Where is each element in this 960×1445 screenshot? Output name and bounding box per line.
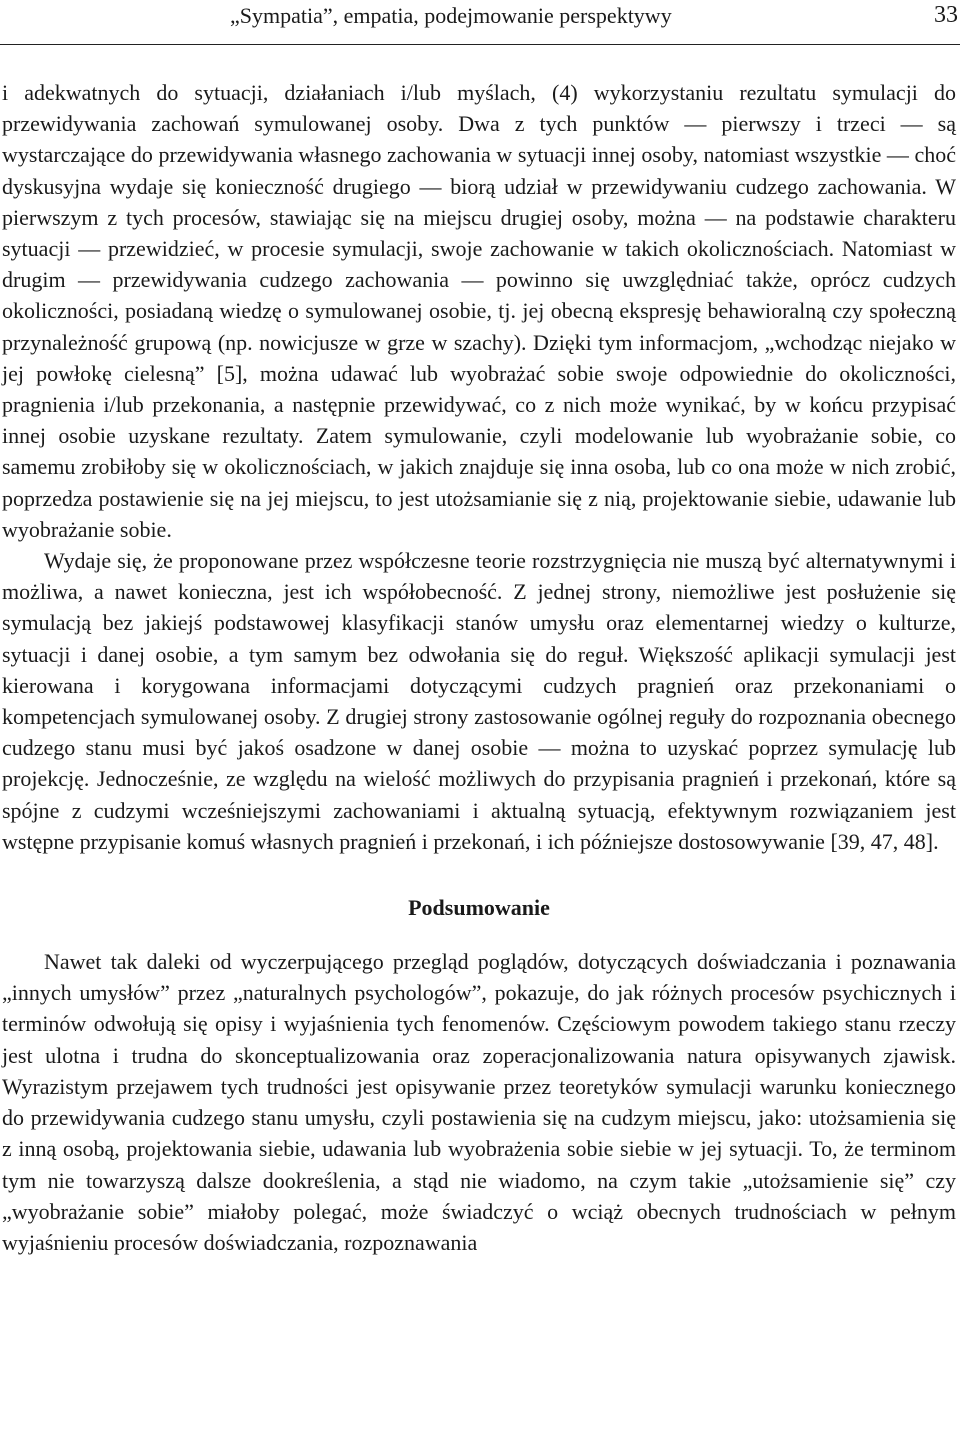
running-title: „Sympatia”, empatia, podejmowanie perspektywy [230, 3, 672, 28]
section-paragraph: Nawet tak daleki od wyczerpującego przegląd poglądów, dotyczących doświadczania i poznawania „innych umysłów” przez „naturalnych psychologów”, pokazuje, do jak różnych procesów psychicznych i terminów odwołują się opisy i wyjaśnienia tych fenomenów. Częściowym powodem takiego stanu rzeczy jest ulotna i trudna do skonceptualizowania oraz zoperacjonalizowania natura opisywanych zjawisk. Wyrazistym przejawem tych trudności jest opisywanie przez teoretyków symulacji warunku koniecznego do przewidywania cudzego stanu umysłu, czyli postawienia się na cudzym miejscu, jako: utożsamienia się z inną osobą, projektowania siebie, udawania lub wyobrażenia sobie siebie w jej sytuacji. To, że terminom tym nie towarzyszą dalsze dookreślenia, a stąd nie wiadomo, na czym takie „utożsamienie się” czy „wyobrażanie sobie” miałoby polegać, może świadczyć o wciąż obecnych trudnościach w pełnym wyjaśnieniu procesów doświadczania, rozpoznawania [2, 949, 956, 1255]
paragraph-continued: i adekwatnych do sytuacji, działaniach i/lub myślach, (4) wykorzystaniu rezultatu symulacji do przewidywania zachowań symulowanej osoby. Dwa z tych punktów — pierwszy i trzeci — są wystarczające do przewidywania własnego zachowania w sytuacji innej osoby, natomiast wszystkie — choć dyskusyjna wydaje się konieczność drugiego — biorą udział w przewidywaniu cudzego zachowania. W pierwszym z tych procesów, stawiając się na miejscu drugiej osoby, można — na podstawie charakteru sytuacji — przewidzieć, w procesie symulacji, swoje zachowanie w takich okolicznościach. Natomiast w drugim — przewidywania cudzego zachowania — powinno się uwzględniać także, oprócz cudzych okoliczności, posiadaną wiedzę o symulowanej osobie, tj. jej obecną ekspresję behawioralną czy społeczną przynależność grupową (np. nowicjusze w grze w szachy). Dzięki tym informacjom, „wchodząc niejako w jej powłokę cielesną” [5], można udawać lub wyobrażać sobie swoje odpowiednie do okoliczności, pragnienia i/lub przekonania, a następnie przewidywać, co z nich może wynikać, by w końcu przypisać innej osobie uzyskane rezultaty. Zatem symulowanie, czyli modelowanie lub wyobrażanie sobie, co samemu zrobiłoby się w okolicznościach, w jakich znajduje się inna osoba, lub co ona może w nich zrobić, poprzedza postawienie się na jej miejscu, to jest utożsamianie się z nią, projektowanie siebie, udawanie lub wyobrażanie sobie. [2, 80, 956, 542]
paragraph: Wydaje się, że proponowane przez współczesne teorie rozstrzygnięcia nie muszą być alternatywnymi i możliwa, a nawet konieczna, jest ich współobecność. Z jednej strony, niemożliwe jest posłużenie się symulacją bez jakiejś podstawowej klasyfikacji stanów umysłu oraz elementarnej wiedzy o kulturze, sytuacji i danej osobie, a tym samym bez odwołania się do reguł. Większość aplikacji symulacji jest kierowana i korygowana informacjami dotyczącymi cudzych pragnień oraz przekonaniami o kompetencjach symulowanej osoby. Z drugiej strony zastosowanie ogólnej reguły do rozpoznania obecnego cudzego stanu musi być jakoś osadzone w danej osobie — można to uzyskać poprzez symulację lub projekcję. Jednocześnie, ze względu na wielość możliwych do przypisania pragnień i przekonań, które są spójne z cudzymi wcześniejszymi zachowaniami i aktualną sytuacją, efektywnym rozwiązaniem jest wstępne przypisanie komuś własnych pragnień i przekonań, i ich późniejsze dostosowywanie [39, 47, 48]. [2, 548, 956, 854]
body-text [2, 77, 956, 1258]
header-rule [0, 44, 960, 45]
page-number: 33 [934, 2, 958, 28]
section-heading: Podsumowanie [408, 895, 550, 921]
running-header [0, 0, 960, 44]
